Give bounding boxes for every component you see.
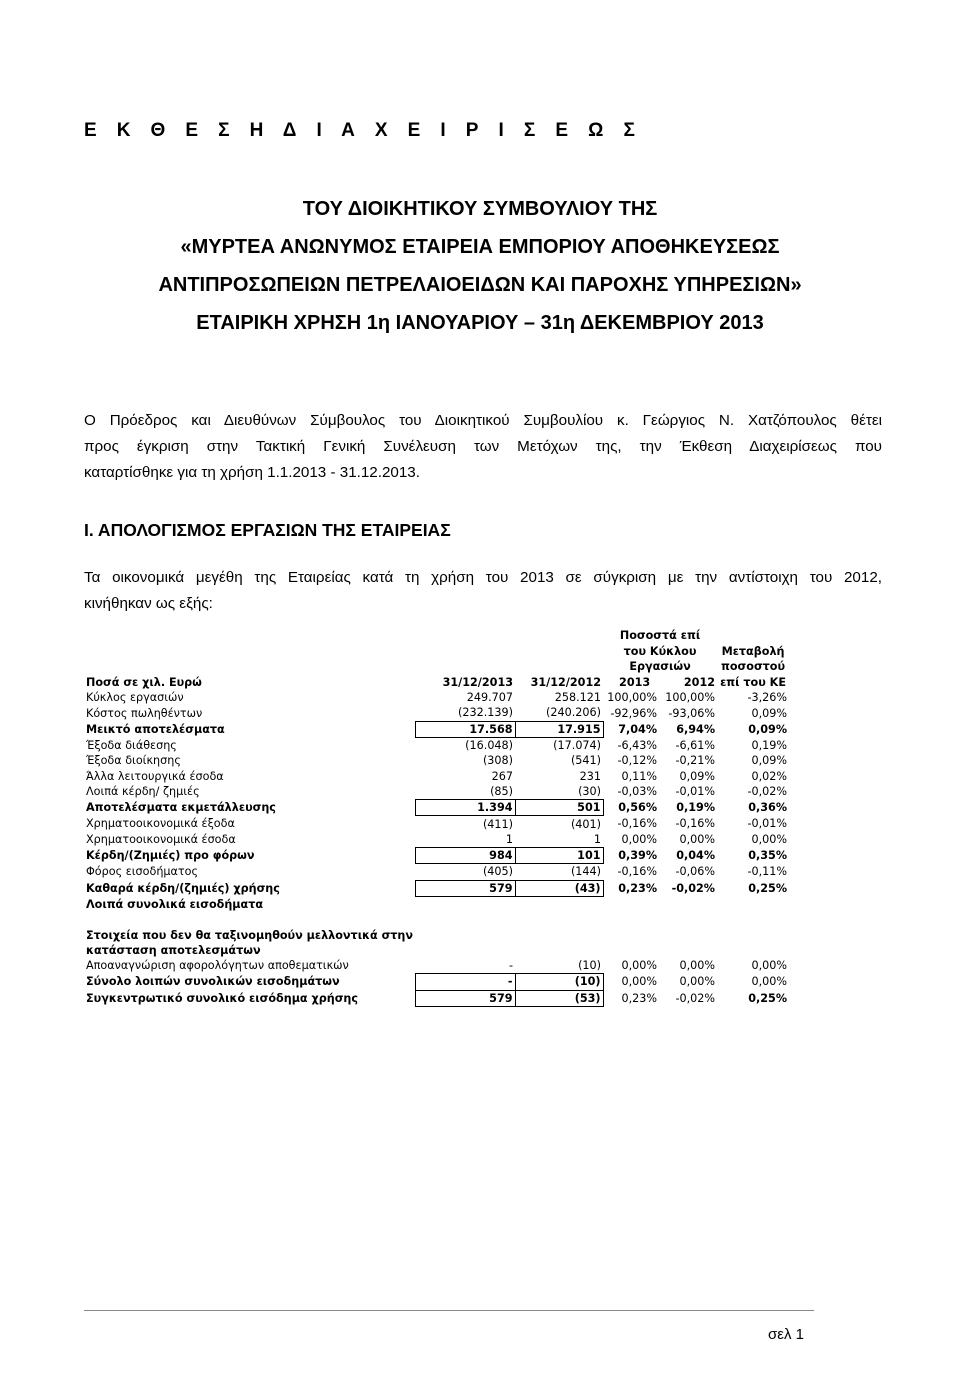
report-subtitle-period: ΕΤΑΙΡΙΚΗ ΧΡΗΣΗ 1η ΙΑΝΟΥΑΡΙΟΥ – 31η ΔΕΚΕΜΒΡΙΟΥ 2013 <box>196 312 764 334</box>
intro-paragraph <box>84 408 882 486</box>
percent-2013 <box>603 927 659 942</box>
percent-2012: 0,00% <box>679 833 716 847</box>
percent-2013: 0,00% <box>621 975 658 989</box>
table-row <box>84 768 789 783</box>
percent-change <box>717 927 789 942</box>
value-2012: 1 <box>593 832 602 846</box>
intro-line: προς έγκριση στην Τακτική Γενική Συνέλευση των Μετόχων της, την Έκθεση Διαχειρίσεως που <box>84 438 882 455</box>
percent-change: 0,02% <box>751 769 788 783</box>
header-percent-group-label: Ποσοστά επί του Κύκλου Εργασιών <box>619 629 701 673</box>
table-row <box>84 690 789 705</box>
percent-2012: 6,94% <box>676 722 716 736</box>
row-label: Κέρδη/(Ζημιές) προ φόρων <box>86 849 255 863</box>
header-label: Ποσά σε χιλ. Ευρώ <box>86 675 202 689</box>
value-2013: 249.707 <box>466 691 514 705</box>
value-2012: 501 <box>515 800 603 816</box>
percent-change: 0,00% <box>751 833 788 847</box>
header-percent-group <box>603 626 717 690</box>
row-label: Αποτελέσματα εκμετάλλευσης <box>86 801 276 815</box>
percent-2013: 0,11% <box>621 769 658 783</box>
percent-2013: 0,23% <box>621 991 658 1005</box>
value-2012: (240.206) <box>515 705 603 721</box>
percent-2012 <box>659 943 717 958</box>
percent-2013: 0,00% <box>621 959 658 973</box>
value-2013: (16.048) <box>465 739 514 753</box>
header-percent-years <box>603 675 717 691</box>
value-2012: 17.915 <box>515 721 603 737</box>
percent-change: 0,00% <box>751 975 788 989</box>
value-2012: 231 <box>579 769 602 783</box>
table-row <box>84 864 789 880</box>
table-row <box>84 847 789 863</box>
footer-divider <box>84 1310 814 1311</box>
intro-line: Ο Πρόεδρος και Διευθύνων Σύμβουλος του Διοικητικού Συμβουλίου κ. Γεώργιος Ν. Χατζόπουλος θέτει <box>84 412 882 429</box>
percent-2013: -0,03% <box>617 785 658 799</box>
percent-2012 <box>659 927 717 942</box>
report-subtitle-company-cont: ΑΝΤΙΠΡΟΣΩΠΕΙΩΝ ΠΕΤΡΕΛΑΙΟΕΙΔΩΝ ΚΑΙ ΠΑΡΟΧΗΣ ΥΠΗΡΕΣΙΩΝ» <box>158 274 802 296</box>
report-subtitle-company: «ΜΥΡΤΕΑ ΑΝΩΝΥΜΟΣ ΕΤΑΙΡΕΙΑ ΕΜΠΟΡΙΟΥ ΑΠΟΘΗΚΕΥΣΕΩΣ <box>180 236 780 258</box>
percent-2013 <box>603 943 659 958</box>
percent-2013 <box>603 896 659 912</box>
percent-2012: 0,00% <box>679 975 716 989</box>
percent-2013: 0,00% <box>621 833 658 847</box>
percent-2012: -0,06% <box>675 865 716 879</box>
value-2012 <box>515 896 603 912</box>
percent-2012: 0,04% <box>676 849 716 863</box>
percent-2012: -0,16% <box>675 817 716 831</box>
table-row <box>84 958 789 974</box>
value-2012: (43) <box>515 880 603 896</box>
table-row <box>84 912 789 927</box>
table-row <box>84 832 789 848</box>
value-2013: - <box>415 958 515 974</box>
percent-change: -0,11% <box>747 865 788 879</box>
row-label: Συγκεντρωτικό συνολικό εισόδημα χρήσης <box>86 991 359 1005</box>
percent-change: 0,25% <box>748 991 788 1005</box>
value-2013: 579 <box>415 880 515 896</box>
percent-2013: -0,16% <box>617 817 658 831</box>
row-label: κατάσταση αποτελεσμάτων <box>86 943 261 957</box>
percent-2012: 0,19% <box>676 801 716 815</box>
row-label: Κόστος πωληθέντων <box>86 706 203 720</box>
percent-2013 <box>603 912 659 927</box>
percent-2012 <box>659 912 717 927</box>
percent-2013: -0,12% <box>617 754 658 768</box>
page-number: σελ 1 <box>768 1326 804 1343</box>
value-2013: (232.139) <box>415 705 515 721</box>
row-label: Λοιπά κέρδη/ ζημιές <box>86 785 200 799</box>
row-label: Χρηματοοικονομικά έξοδα <box>86 817 235 831</box>
row-label: Στοιχεία που δεν θα ταξινομηθούν μελλοντικά στην <box>86 928 414 942</box>
value-2013: 1 <box>505 832 514 846</box>
table-row <box>84 753 789 768</box>
percent-2012: -0,01% <box>675 785 716 799</box>
value-2012: 101 <box>515 847 603 863</box>
percent-change <box>717 896 789 912</box>
row-label: Έξοδα διοίκησης <box>86 754 181 768</box>
percent-2013: -92,96% <box>610 706 658 720</box>
section-paragraph <box>84 565 882 617</box>
value-2013: (411) <box>482 817 514 831</box>
value-2013: (308) <box>482 754 514 768</box>
row-label: Λοιπά συνολικά εισοδήματα <box>86 897 264 911</box>
value-2012 <box>515 927 603 942</box>
value-2013 <box>415 943 515 958</box>
percent-2012: 0,00% <box>679 959 716 973</box>
value-2012 <box>515 912 603 927</box>
table-row <box>84 816 789 832</box>
row-label: Μεικτό αποτελέσματα <box>86 722 225 736</box>
table-row <box>84 990 789 1006</box>
value-2013: 984 <box>415 847 515 863</box>
percent-2013: -0,16% <box>617 865 658 879</box>
value-2012: (17.074) <box>553 739 602 753</box>
row-label: Φόρος εισοδήματος <box>86 865 199 879</box>
value-2012: 258.121 <box>554 691 602 705</box>
row-label: Σύνολο λοιπών συνολικών εισοδημάτων <box>86 975 340 989</box>
table-row <box>84 943 789 958</box>
value-2013: 267 <box>491 769 514 783</box>
section-line: Τα οικονομικά μεγέθη της Εταιρείας κατά τη χρήση του 2013 σε σύγκριση με την αντίστοιχη του 2012, <box>84 569 882 586</box>
header-2012: 31/12/2012 <box>530 675 602 689</box>
row-label: Άλλα λειτουργικά έσοδα <box>86 769 224 783</box>
percent-2012: -0,02% <box>671 881 716 895</box>
intro-line: καταρτίσθηκε για τη χρήση 1.1.2013 - 31.12.2013. <box>84 464 420 481</box>
percent-change <box>717 912 789 927</box>
percent-2013: 0,39% <box>618 849 658 863</box>
value-2012: (10) <box>515 958 603 974</box>
section-title: Ι. ΑΠΟΛΟΓΙΣΜΟΣ ΕΡΓΑΣΙΩΝ ΤΗΣ ΕΤΑΙΡΕΙΑΣ <box>84 520 451 540</box>
value-2013: (405) <box>415 864 515 880</box>
percent-2012: -93,06% <box>668 706 716 720</box>
percent-2013: 0,23% <box>618 881 658 895</box>
value-2013: (85) <box>415 784 515 800</box>
percent-change: 0,09% <box>748 722 788 736</box>
percent-2013: 0,56% <box>618 801 658 815</box>
percent-change: 0,35% <box>748 849 788 863</box>
percent-change: 0,19% <box>751 738 788 752</box>
percent-2013: 7,04% <box>618 722 658 736</box>
percent-change: 0,09% <box>751 754 788 768</box>
header-2013: 31/12/2013 <box>442 675 514 689</box>
row-label: Απoαναγνώριση αφορολόγητων αποθεματικών <box>86 959 349 973</box>
table-row <box>84 721 789 737</box>
report-main-title: Ε Κ Θ Ε Σ Η Δ Ι Α Χ Ε Ι Ρ Ι Σ Ε Ω Σ <box>84 120 643 141</box>
section-line: κινήθηκαν ως εξής: <box>84 595 213 612</box>
value-2013: 1.394 <box>415 800 515 816</box>
percent-change: -3,26% <box>747 691 788 705</box>
value-2013: 579 <box>415 990 515 1006</box>
value-2013 <box>415 927 515 942</box>
percent-change: -0,02% <box>747 785 788 799</box>
table-row <box>84 974 789 990</box>
row-label <box>84 912 415 927</box>
table-header-row <box>84 626 789 690</box>
table-row <box>84 705 789 721</box>
percent-change: -0,01% <box>747 817 788 831</box>
value-2012: (30) <box>515 784 603 800</box>
header-change: Μεταβολή ποσοστού επί του ΚΕ <box>720 644 786 689</box>
value-2012: (53) <box>515 990 603 1006</box>
table-row <box>84 800 789 816</box>
table-row <box>84 784 789 800</box>
header-percent-2013: 2013 <box>619 675 651 689</box>
percent-change: 0,09% <box>751 706 788 720</box>
percent-change: 0,25% <box>748 881 788 895</box>
value-2012 <box>515 943 603 958</box>
financial-table <box>84 626 789 1007</box>
value-2012: (401) <box>570 817 602 831</box>
header-percent-2012: 2012 <box>683 675 716 689</box>
value-2012: (10) <box>515 974 603 990</box>
row-label: Καθαρά κέρδη/(ζημιές) χρήσης <box>86 881 280 895</box>
percent-2012: 0,09% <box>679 769 716 783</box>
percent-change: 0,00% <box>751 959 788 973</box>
percent-2012 <box>659 896 717 912</box>
row-label: Χρηματοοικονομικά έσοδα <box>86 833 236 847</box>
table-row <box>84 927 789 942</box>
value-2013 <box>415 912 515 927</box>
table-row <box>84 737 789 753</box>
percent-change: 0,36% <box>748 801 788 815</box>
percent-2012: -6,61% <box>675 738 716 752</box>
row-label: Έξοδα διάθεσης <box>86 738 177 752</box>
value-2012: (541) <box>570 754 602 768</box>
row-label: Κύκλος εργασιών <box>86 691 184 705</box>
percent-2013: -6,43% <box>617 738 658 752</box>
percent-change <box>717 943 789 958</box>
percent-2013: 100,00% <box>607 691 658 705</box>
value-2013: 17.568 <box>415 721 515 737</box>
value-2013 <box>415 896 515 912</box>
table-row <box>84 896 789 912</box>
value-2012: (144) <box>515 864 603 880</box>
percent-2012: 100,00% <box>665 691 716 705</box>
value-2013: - <box>415 974 515 990</box>
percent-2012: -0,02% <box>675 991 716 1005</box>
table-row <box>84 880 789 896</box>
percent-2012: -0,21% <box>675 754 716 768</box>
report-subtitle-board: ΤΟΥ ΔΙΟΙΚΗΤΙΚΟΥ ΣΥΜΒΟΥΛΙΟΥ ΤΗΣ <box>302 198 658 220</box>
